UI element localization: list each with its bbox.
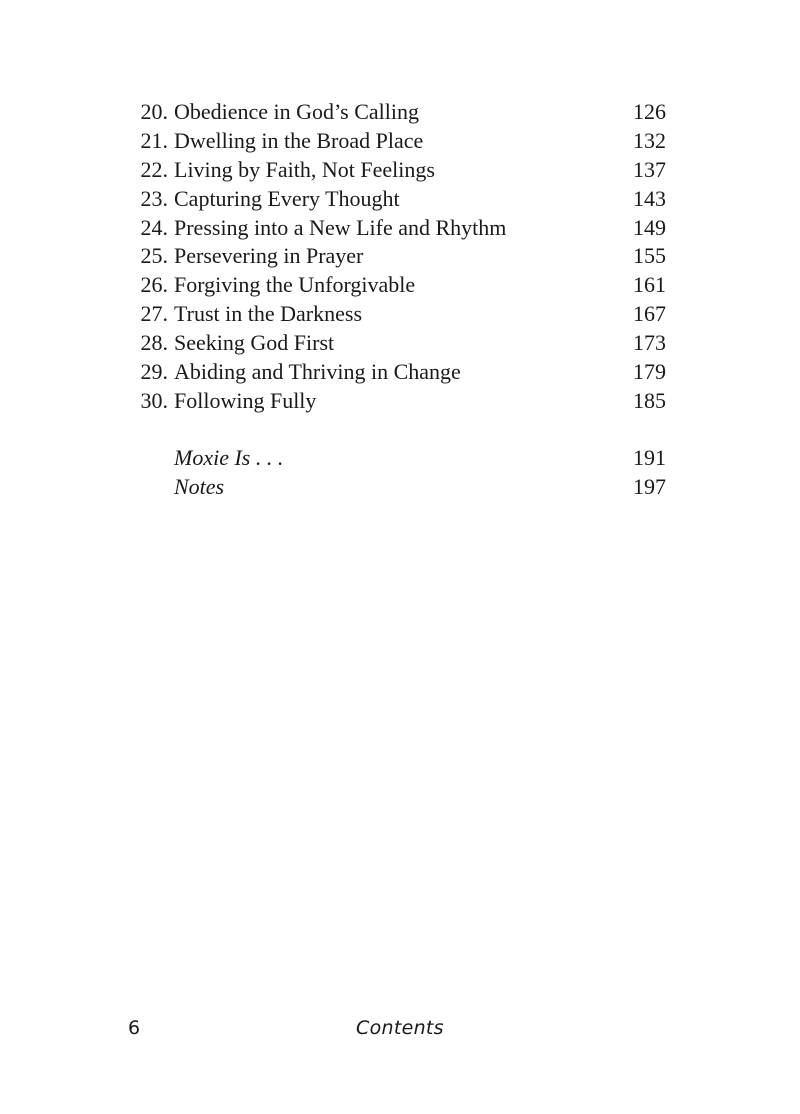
toc-back-matter	[0, 443, 800, 501]
chapter-page: 161	[633, 272, 666, 298]
chapter-title: Abiding and Thriving in Change	[174, 359, 461, 385]
chapter-title: Obedience in God’s Calling	[174, 99, 420, 124]
chapter-title: Dwelling in the Broad Place	[174, 127, 424, 153]
chapter-number: 23.	[140, 185, 168, 211]
footer-running-title: Contents	[356, 1017, 444, 1039]
chapter-page: 167	[633, 301, 666, 327]
back-matter-title: Moxie Is . . .	[174, 445, 284, 470]
chapter-title: Seeking God First	[174, 330, 335, 356]
chapter-page: 179	[633, 359, 666, 385]
chapter-number: 30.	[140, 387, 168, 413]
chapter-number: 29.	[140, 359, 168, 385]
chapter-number: 21.	[140, 127, 168, 153]
toc-entry	[0, 300, 800, 329]
chapter-page: 143	[633, 185, 666, 211]
back-matter-page: 191	[633, 445, 666, 470]
chapter-number: 24.	[140, 214, 168, 240]
toc-entry	[0, 156, 800, 185]
chapter-title: Trust in the Darkness	[174, 301, 363, 327]
back-matter-page: 197	[633, 474, 666, 499]
chapter-number: 27.	[140, 301, 168, 327]
chapter-page: 137	[633, 156, 666, 182]
toc-entry	[0, 242, 800, 271]
chapter-title: Following Fully	[174, 387, 317, 413]
chapter-number: 20.	[140, 99, 168, 124]
toc-entry	[0, 271, 800, 300]
chapter-title: Pressing into a New Life and Rhythm	[174, 214, 507, 240]
toc-entry	[0, 358, 800, 387]
chapter-title: Capturing Every Thought	[174, 185, 400, 211]
chapter-number: 28.	[140, 330, 168, 356]
chapter-number: 25.	[140, 243, 168, 269]
toc-entry	[0, 443, 800, 472]
toc-entry	[0, 472, 800, 501]
chapter-page: 126	[633, 99, 666, 124]
toc-entry	[0, 329, 800, 358]
chapter-number: 22.	[140, 156, 168, 182]
toc-entry	[0, 387, 800, 416]
chapter-page: 155	[633, 243, 666, 269]
toc-entry	[0, 185, 800, 214]
chapter-page: 185	[633, 387, 666, 413]
toc-entry	[0, 98, 800, 127]
toc-entry	[0, 127, 800, 156]
footer-page-number: 6	[128, 1017, 141, 1039]
chapter-title: Forgiving the Unforgivable	[174, 272, 416, 298]
chapter-title: Living by Faith, Not Feelings	[174, 156, 435, 182]
page-footer	[0, 1013, 800, 1043]
toc-chapter-list	[0, 98, 800, 416]
chapter-number: 26.	[140, 272, 168, 298]
back-matter-title: Notes	[174, 474, 225, 499]
chapter-title: Persevering in Prayer	[174, 243, 364, 269]
chapter-page: 149	[633, 214, 666, 240]
toc-entry	[0, 214, 800, 243]
chapter-page: 132	[633, 127, 666, 153]
chapter-page: 173	[633, 330, 666, 356]
